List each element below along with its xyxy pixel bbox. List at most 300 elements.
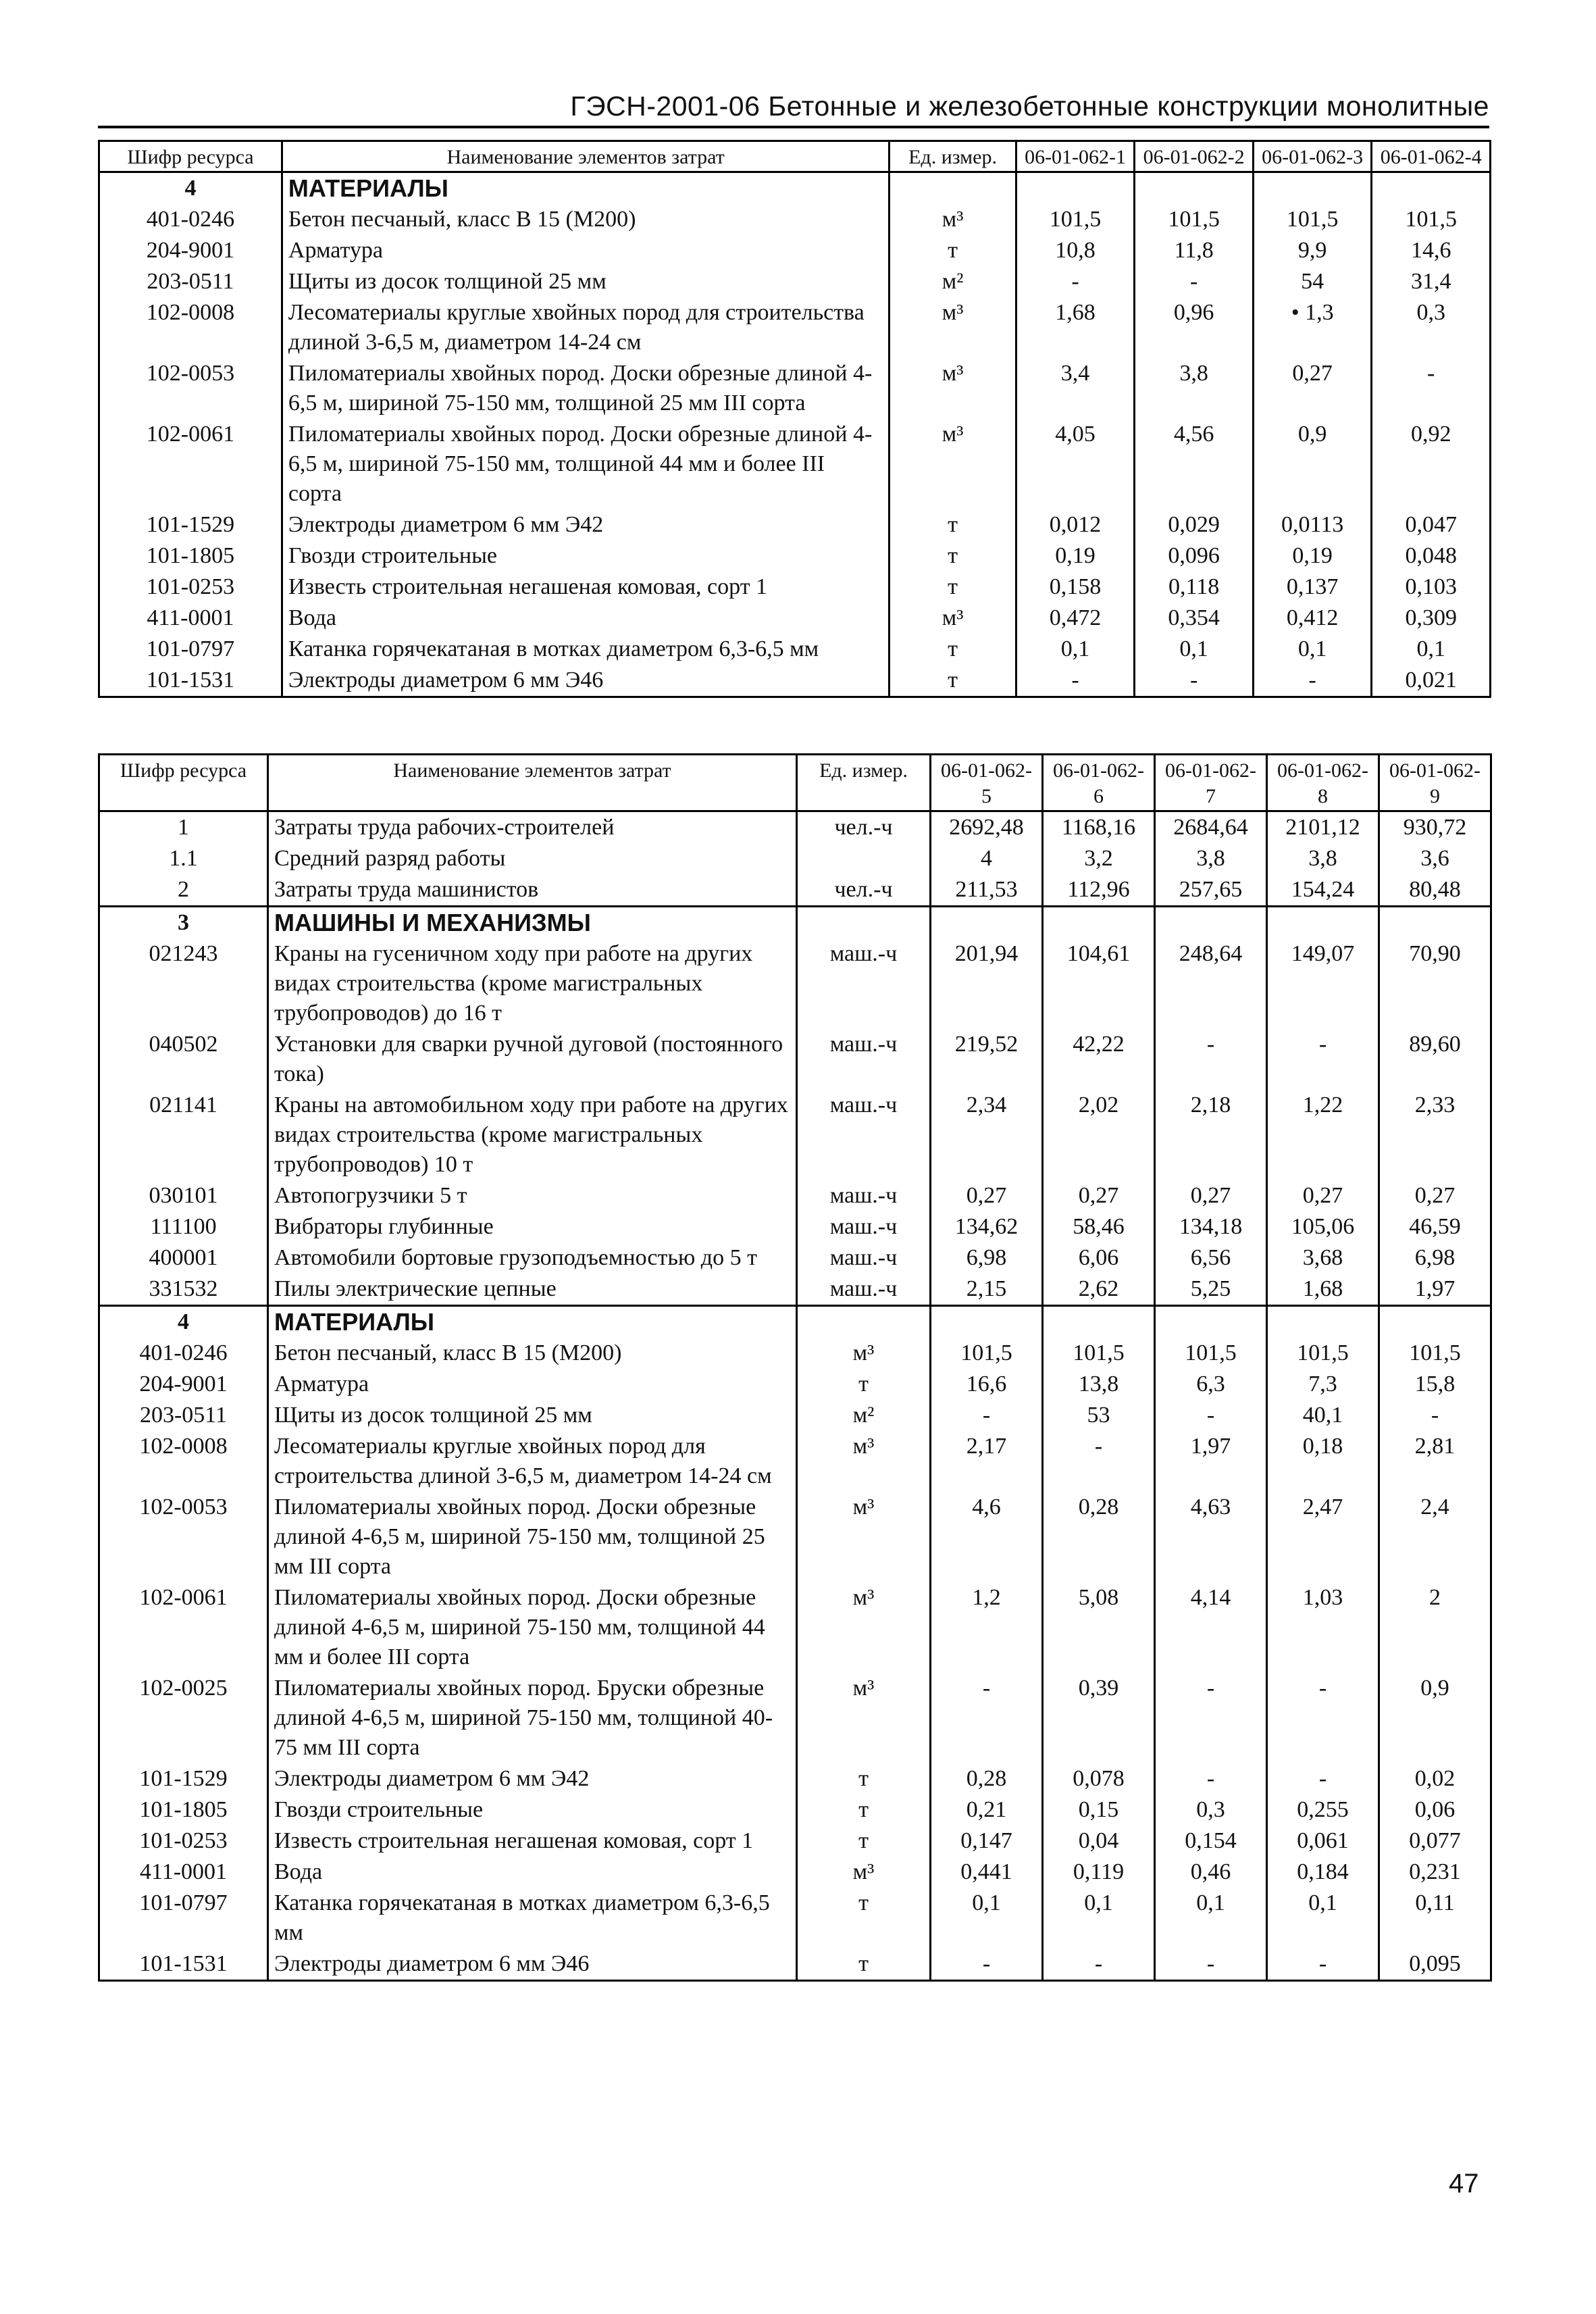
column-header: Наименование элементов затрат [268,755,797,811]
value-cell: 0,06 [1379,1794,1491,1826]
value-cell: - [1372,358,1491,419]
value-cell: 0,012 [1016,509,1135,540]
table-row [99,1369,1491,1400]
value-cell: 0,047 [1372,509,1491,540]
value-cell: 4,14 [1155,1582,1267,1673]
table-row [99,843,1491,874]
resource-name: Арматура [282,235,889,266]
value-cell: 0,231 [1379,1857,1491,1888]
value-cell: 0,048 [1372,540,1491,572]
table-row [99,1857,1491,1888]
value-cell: 0,19 [1253,540,1372,572]
resource-code: 101-0253 [99,572,282,603]
value-cell: 89,60 [1379,1029,1491,1090]
resource-code: 021141 [99,1090,268,1180]
unit-cell: маш.-ч [797,1029,931,1090]
value-cell [1155,907,1267,939]
value-cell: 14,6 [1372,235,1491,266]
resource-code: 101-1531 [99,665,282,697]
resource-code: 021243 [99,938,268,1029]
value-cell: 0,077 [1379,1826,1491,1857]
value-cell: 101,5 [1267,1338,1379,1369]
value-cell: 2,47 [1267,1492,1379,1582]
value-cell: 2 [1379,1582,1491,1673]
resource-name: Краны на автомобильном ходу при работе на других видах строительства (кроме магистральных трубопроводов) 10 т [268,1090,797,1180]
value-cell [1043,1306,1155,1338]
table-row [99,419,1491,509]
resource-code: 102-0053 [99,358,282,419]
table-row [99,1948,1491,1981]
value-cell: 2,33 [1379,1090,1491,1180]
resource-code: 331532 [99,1274,268,1306]
value-cell: 0,354 [1135,603,1254,634]
value-cell [1372,172,1491,205]
resource-name: Лесоматериалы круглые хвойных пород для строительства длиной 3-6,5 м, диаметром 14-24 см [268,1431,797,1492]
resource-name: Автопогрузчики 5 т [268,1180,797,1211]
value-cell: 0,46 [1155,1857,1267,1888]
value-cell: 0,096 [1135,540,1254,572]
value-cell: 1,2 [931,1582,1043,1673]
value-cell: 46,59 [1379,1211,1491,1242]
table-row [99,235,1491,266]
value-cell: 101,5 [1135,204,1254,235]
value-cell: 0,27 [1155,1180,1267,1211]
value-cell: 70,90 [1379,938,1491,1029]
value-cell: 219,52 [931,1029,1043,1090]
value-cell: 2,34 [931,1090,1043,1180]
value-cell: 3,4 [1016,358,1135,419]
value-cell: 134,62 [931,1211,1043,1242]
column-header: 06-01-062-7 [1155,755,1267,811]
unit-cell: т [797,1369,931,1400]
column-header: 06-01-062-2 [1135,141,1254,172]
table-row [99,1582,1491,1673]
unit-cell [797,907,931,939]
value-cell: 0,18 [1267,1431,1379,1492]
table-row [99,1211,1491,1242]
value-cell: 0,029 [1135,509,1254,540]
value-cell: - [1267,1763,1379,1794]
table-row [99,1888,1491,1948]
value-cell: 101,5 [1016,204,1135,235]
value-cell: 101,5 [1043,1338,1155,1369]
value-cell: - [1155,1673,1267,1763]
value-cell: 11,8 [1135,235,1254,266]
value-cell: 3,8 [1155,843,1267,874]
resource-code: 4 [99,1306,268,1338]
value-cell: 7,3 [1267,1369,1379,1400]
value-cell: 4 [931,843,1043,874]
resource-code: 411-0001 [99,1857,268,1888]
value-cell: 0,11 [1379,1888,1491,1948]
value-cell: 0,103 [1372,572,1491,603]
column-header: Шифр ресурса [99,141,282,172]
value-cell: 0,147 [931,1826,1043,1857]
column-header: 06-01-062-9 [1379,755,1491,811]
resource-code: 101-0797 [99,634,282,665]
table-row [99,811,1491,844]
value-cell: 2,15 [931,1274,1043,1306]
resource-name: Электроды диаметром 6 мм Э46 [268,1948,797,1981]
value-cell: 2101,12 [1267,811,1379,844]
column-header: Наименование элементов затрат [282,141,889,172]
value-cell: 54 [1253,266,1372,297]
value-cell: 1,97 [1155,1431,1267,1492]
unit-cell: м³ [890,419,1016,509]
column-header: Ед. измер. [797,755,931,811]
table-row [99,1763,1491,1794]
table-row [99,874,1491,907]
value-cell: 3,8 [1135,358,1254,419]
value-cell: 16,6 [931,1369,1043,1400]
resource-code: 101-1531 [99,1948,268,1981]
resource-name: Щиты из досок толщиной 25 мм [268,1400,797,1431]
value-cell [1253,172,1372,205]
value-cell [1379,907,1491,939]
table-row [99,540,1491,572]
section-row [99,1306,1491,1338]
value-cell: 0,39 [1043,1673,1155,1763]
value-cell: • 1,3 [1253,297,1372,358]
resource-code: 1 [99,811,268,844]
resource-name: Средний разряд работы [268,843,797,874]
resource-code: 040502 [99,1029,268,1090]
resource-code: 400001 [99,1242,268,1274]
unit-cell: т [890,235,1016,266]
value-cell: 2,81 [1379,1431,1491,1492]
value-cell: 0,1 [1135,634,1254,665]
value-cell: 4,6 [931,1492,1043,1582]
resource-name: Пиломатериалы хвойных пород. Доски обрезные длиной 4-6,5 м, шириной 75-150 мм, толщиной 25 мм III сорта [282,358,889,419]
value-cell: 2,17 [931,1431,1043,1492]
value-cell: 101,5 [1372,204,1491,235]
value-cell: 0,154 [1155,1826,1267,1857]
value-cell: 2,62 [1043,1274,1155,1306]
resource-code: 411-0001 [99,603,282,634]
resource-name: Катанка горячекатаная в мотках диаметром 6,3-6,5 мм [268,1888,797,1948]
resource-name: Электроды диаметром 6 мм Э46 [282,665,889,697]
value-cell: 101,5 [1155,1338,1267,1369]
column-header: 06-01-062-1 [1016,141,1135,172]
value-cell [1379,1306,1491,1338]
value-cell: 0,9 [1253,419,1372,509]
value-cell: 2692,48 [931,811,1043,844]
value-cell: 104,61 [1043,938,1155,1029]
value-cell: 248,64 [1155,938,1267,1029]
resource-name: Затраты труда рабочих-строителей [268,811,797,844]
unit-cell [890,172,1016,205]
table-row [99,1673,1491,1763]
table-row [99,1826,1491,1857]
value-cell: 0,158 [1016,572,1135,603]
value-cell: 4,05 [1016,419,1135,509]
table-row [99,1242,1491,1274]
value-cell: 0,441 [931,1857,1043,1888]
table-row [99,1431,1491,1492]
unit-cell: т [797,1948,931,1981]
unit-cell: т [797,1888,931,1948]
resource-table-2 [98,753,1492,1982]
column-header: 06-01-062-8 [1267,755,1379,811]
resource-name: Пилы электрические цепные [268,1274,797,1306]
unit-cell: т [797,1763,931,1794]
value-cell: 0,96 [1135,297,1254,358]
value-cell: 5,08 [1043,1582,1155,1673]
value-cell: 0,3 [1155,1794,1267,1826]
value-cell: 0,119 [1043,1857,1155,1888]
value-cell: 10,8 [1016,235,1135,266]
value-cell: 31,4 [1372,266,1491,297]
resource-code: 1.1 [99,843,268,874]
unit-cell: т [890,540,1016,572]
table-row [99,358,1491,419]
resource-code: 204-9001 [99,1369,268,1400]
unit-cell: м² [797,1400,931,1431]
value-cell [931,907,1043,939]
resource-code: 102-0061 [99,1582,268,1673]
value-cell: - [1267,1948,1379,1981]
resource-code: 3 [99,907,268,939]
value-cell [1267,1306,1379,1338]
unit-cell: т [890,634,1016,665]
value-cell: - [931,1948,1043,1981]
value-cell [931,1306,1043,1338]
unit-cell: т [797,1826,931,1857]
value-cell: 201,94 [931,938,1043,1029]
value-cell: 101,5 [931,1338,1043,1369]
value-cell: 0,0113 [1253,509,1372,540]
column-header: Ед. измер. [890,141,1016,172]
column-header: 06-01-062-4 [1372,141,1491,172]
resource-name: МАТЕРИАЛЫ [268,1306,797,1338]
resource-name: Пиломатериалы хвойных пород. Доски обрезные длиной 4-6,5 м, шириной 75-150 мм, толщиной 44 мм и более III сорта [282,419,889,509]
value-cell: 0,27 [1267,1180,1379,1211]
value-cell: 0,1 [1372,634,1491,665]
value-cell: - [1016,665,1135,697]
value-cell: 0,27 [1253,358,1372,419]
unit-cell: т [890,509,1016,540]
value-cell [1135,172,1254,205]
value-cell: - [1267,1673,1379,1763]
value-cell: - [1155,1763,1267,1794]
unit-cell: т [797,1794,931,1826]
value-cell: - [1016,266,1135,297]
unit-cell [797,1306,931,1338]
value-cell: 154,24 [1267,874,1379,907]
value-cell: 0,1 [931,1888,1043,1948]
unit-cell: м³ [890,297,1016,358]
unit-cell: м³ [797,1857,931,1888]
value-cell: 15,8 [1379,1369,1491,1400]
resource-code: 101-1805 [99,1794,268,1826]
value-cell: - [1135,665,1254,697]
unit-cell: маш.-ч [797,938,931,1029]
value-cell: 0,27 [931,1180,1043,1211]
value-cell [1267,907,1379,939]
resource-code: 102-0053 [99,1492,268,1582]
value-cell: - [1267,1029,1379,1090]
resource-code: 4 [99,172,282,205]
unit-cell: т [890,572,1016,603]
value-cell: 0,1 [1043,1888,1155,1948]
value-cell: 0,184 [1267,1857,1379,1888]
value-cell: - [1155,1029,1267,1090]
table-row [99,634,1491,665]
page-number: 47 [1449,2169,1479,2198]
table-row [99,509,1491,540]
unit-cell: м³ [797,1431,931,1492]
unit-cell: чел.-ч [797,811,931,844]
value-cell: 1,68 [1267,1274,1379,1306]
unit-cell [797,843,931,874]
table-header-row [99,141,1491,172]
table-row [99,1029,1491,1090]
column-header: 06-01-062-3 [1253,141,1372,172]
resource-code: 401-0246 [99,204,282,235]
value-cell: 3,2 [1043,843,1155,874]
unit-cell: чел.-ч [797,874,931,907]
value-cell: 0,28 [1043,1492,1155,1582]
value-cell: 3,6 [1379,843,1491,874]
resource-name: Электроды диаметром 6 мм Э42 [282,509,889,540]
column-header: 06-01-062-6 [1043,755,1155,811]
resource-name: Щиты из досок толщиной 25 мм [282,266,889,297]
value-cell: 101,5 [1379,1338,1491,1369]
value-cell: 0,3 [1372,297,1491,358]
unit-cell: м³ [797,1673,931,1763]
resource-name: МАШИНЫ И МЕХАНИЗМЫ [268,907,797,939]
table-row [99,1180,1491,1211]
table-row [99,1492,1491,1582]
value-cell: - [1155,1948,1267,1981]
resource-name: Известь строительная негашеная комовая, сорт 1 [268,1826,797,1857]
value-cell: 1,97 [1379,1274,1491,1306]
table-row [99,1274,1491,1306]
resource-code: 102-0025 [99,1673,268,1763]
value-cell: 6,06 [1043,1242,1155,1274]
unit-cell: маш.-ч [797,1274,931,1306]
resource-code: 401-0246 [99,1338,268,1369]
value-cell: 6,56 [1155,1242,1267,1274]
resource-name: Арматура [268,1369,797,1400]
value-cell: 58,46 [1043,1211,1155,1242]
value-cell: 0,1 [1016,634,1135,665]
value-cell: 0,061 [1267,1826,1379,1857]
unit-cell: м³ [797,1338,931,1369]
value-cell: 3,68 [1267,1242,1379,1274]
value-cell: 101,5 [1253,204,1372,235]
resource-name: Гвозди строительные [268,1794,797,1826]
value-cell: 0,095 [1379,1948,1491,1981]
resource-name: Вода [268,1857,797,1888]
value-cell: 211,53 [931,874,1043,907]
table-row [99,665,1491,697]
value-cell: 13,8 [1043,1369,1155,1400]
value-cell: 1168,16 [1043,811,1155,844]
resource-code: 101-0797 [99,1888,268,1948]
table-row [99,1794,1491,1826]
value-cell: 0,27 [1379,1180,1491,1211]
value-cell: 0,04 [1043,1826,1155,1857]
resource-name: Вода [282,603,889,634]
resource-name: Затраты труда машинистов [268,874,797,907]
resource-code: 203-0511 [99,266,282,297]
resource-name: Бетон песчаный, класс В 15 (М200) [268,1338,797,1369]
resource-name: Катанка горячекатаная в мотках диаметром 6,3-6,5 мм [282,634,889,665]
resource-name: Краны на гусеничном ходу при работе на других видах строительства (кроме магистральных трубопроводов) до 16 т [268,938,797,1029]
table-row [99,938,1491,1029]
value-cell: 2,18 [1155,1090,1267,1180]
value-cell: - [1253,665,1372,697]
value-cell: 2684,64 [1155,811,1267,844]
value-cell: 6,98 [931,1242,1043,1274]
value-cell: 80,48 [1379,874,1491,907]
value-cell: - [1135,266,1254,297]
table-header-row [99,755,1491,811]
resource-code: 102-0061 [99,419,282,509]
value-cell: 112,96 [1043,874,1155,907]
table-row [99,204,1491,235]
value-cell: 0,15 [1043,1794,1155,1826]
value-cell: - [1155,1400,1267,1431]
value-cell: 0,28 [931,1763,1043,1794]
value-cell: 5,25 [1155,1274,1267,1306]
unit-cell: м³ [890,358,1016,419]
value-cell: - [931,1673,1043,1763]
table-row [99,1338,1491,1369]
value-cell: 0,9 [1379,1673,1491,1763]
value-cell: - [1043,1948,1155,1981]
section-row [99,172,1491,205]
value-cell: 0,92 [1372,419,1491,509]
resource-code: 111100 [99,1211,268,1242]
value-cell: - [931,1400,1043,1431]
value-cell: 105,06 [1267,1211,1379,1242]
value-cell: 0,1 [1155,1888,1267,1948]
resource-name: Пиломатериалы хвойных пород. Бруски обрезные длиной 4-6,5 м, шириной 75-150 мм, толщиной 40-75 мм III сорта [268,1673,797,1763]
value-cell: - [1043,1431,1155,1492]
page-header [98,89,1489,128]
value-cell: 2,02 [1043,1090,1155,1180]
unit-cell: м³ [797,1492,931,1582]
unit-cell: м³ [890,603,1016,634]
resource-name: Лесоматериалы круглые хвойных пород для строительства длиной 3-6,5 м, диаметром 14-24 см [282,297,889,358]
value-cell: 0,309 [1372,603,1491,634]
resource-code: 101-1529 [99,1763,268,1794]
value-cell: 1,22 [1267,1090,1379,1180]
unit-cell: маш.-ч [797,1180,931,1211]
value-cell: 40,1 [1267,1400,1379,1431]
value-cell [1043,907,1155,939]
resource-name: Гвозди строительные [282,540,889,572]
unit-cell: маш.-ч [797,1211,931,1242]
column-header: Шифр ресурса [99,755,268,811]
value-cell: 1,03 [1267,1582,1379,1673]
resource-code: 102-0008 [99,1431,268,1492]
unit-cell: м³ [890,204,1016,235]
resource-name: Электроды диаметром 6 мм Э42 [268,1763,797,1794]
table-row [99,266,1491,297]
table-row [99,603,1491,634]
unit-cell: маш.-ч [797,1242,931,1274]
value-cell: 1,68 [1016,297,1135,358]
resource-name: Вибраторы глубинные [268,1211,797,1242]
resource-name: Пиломатериалы хвойных пород. Доски обрезные длиной 4-6,5 м, шириной 75-150 мм, толщиной 25 мм III сорта [268,1492,797,1582]
resource-code: 101-1529 [99,509,282,540]
value-cell: 257,65 [1155,874,1267,907]
value-cell: 0,021 [1372,665,1491,697]
resource-code: 101-0253 [99,1826,268,1857]
